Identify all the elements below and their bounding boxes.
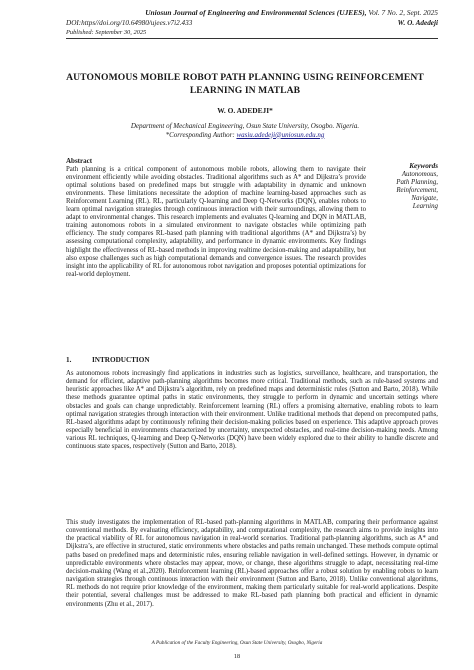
keyword-item: Reinforcement,: [396, 187, 438, 195]
paper-author: W. O. ADEDEJI*: [217, 106, 273, 115]
paper-title: AUTONOMOUS MOBILE ROBOT PATH PLANNING USING REINFORCEMENT LEARNING IN MATLAB: [66, 72, 424, 96]
author-affiliation: [52, 122, 438, 139]
corresponding-author-line: [52, 131, 438, 140]
affiliation-text: Department of Mechanical Engineering, Osun State University, Osogbo. Nigeria.: [130, 122, 360, 130]
doi-link[interactable]: DOI:https//doi.org/10.64980/ujees.v7i2.433: [66, 19, 193, 27]
journal-volume: Vol. 7 No. 2, Sept. 2025: [368, 8, 438, 17]
abstract-text: Path planning is a critical component of autonomous mobile robots, allowing them to navigate their environment efficiently while avoiding obstacles. Traditional algorithms such as A* and Dijkstra’s provide optimal solutions based on predefined maps but struggle with adaptability in dynamic and unknown environments. These limitations necessitate the adoption of machine learning-based approaches such as Reinforcement Learning (RL). RL, particularly Q-learning and Deep Q-Networks (DQN), enables robots to learn optimal navigation strategies through continuous interaction with their surroundings, allowing them to adapt to environmental changes. This research implements and evaluates Q-learning and DQN in MATLAB, training autonomous robots in a simulated environment to navigate obstacles while optimizing path efficiency. The study compares RL-based path planning with traditional algorithms (A* and Dijkstra’s) by assessing computational complexity, adaptability, and performance in dynamic environments. Key findings highlight the effectiveness of RL-based methods in improving realtime decision-making and adaptability, but also expose challenges such as high computational demands and convergence issues. The research provides insight into the applicability of RL for autonomous robot navigation and proposes potential optimizations for real-world deployment.: [66, 166, 366, 278]
keyword-item: Autonomous,: [401, 171, 438, 179]
journal-header: [60, 8, 438, 17]
keyword-item: Learning: [412, 203, 438, 211]
corresponding-label: *Corresponding Author:: [165, 130, 235, 139]
keywords-section: [366, 162, 438, 212]
page-number: 18: [233, 653, 241, 660]
keywords-heading: Keywords: [409, 162, 438, 170]
introduction-heading: [66, 356, 150, 364]
running-author: W. O. Adedeji: [397, 19, 438, 27]
section-title: INTRODUCTION: [92, 356, 150, 364]
journal-name: Uniosun Journal of Engineering and Environmental Sciences (UJEES),: [145, 8, 367, 17]
published-date: Published: September 30, 2025: [66, 29, 147, 36]
keyword-item: Navigate,: [411, 195, 438, 203]
introduction-paragraph-1: As autonomous robots increasingly find applications in industries such as logistics, surveillance, healthcare, and transportation, the demand for efficient, adaptive path-planning algorithms becomes more critical. Traditional methods, such as rule-based systems and heuristic approaches like A* and Dijkstra’s algorithm, rely on predefined maps and deterministic rules (Sutton and Barto, 2018). While these methods guarantee optimal paths in static environments, they struggle to perform in dynamic and uncertain settings where obstacles and goals can change unpredictably. Reinforcement learning (RL) offers a promising alternative, enabling robots to learn optimal navigation strategies through interaction with their environment. Unlike traditional methods that depend on precomputed paths, RL-based algorithms adapt by continuously refining their decision-making policies based on experience. This adaptive approach proves especially beneficial in environments characterized by uncertainty, unexpected obstacles, and real-time decision-making needs. Among various RL techniques, Q-learning and Deep Q-Networks (DQN) have been widely explored due to their ability to handle discrete and continuous state spaces, respectively (Sutton and Barto, 2018).: [66, 370, 438, 451]
section-number: 1.: [66, 356, 72, 364]
page-footer: A Publication of the Faculty Engineering, Osun State University, Osogbo, Nigeria: [151, 640, 323, 646]
corresponding-email-link[interactable]: wasiu.adedeji@uniosun.edu.ng: [236, 130, 325, 139]
introduction-paragraph-2: This study investigates the implementation of RL-based path-planning algorithms in MATLAB, comparing their performance against conventional methods. By evaluating efficiency, adaptability, and computational complexity, the research aims to provide insights into the practical viability of RL for autonomous navigation in real-world scenarios. Traditional path-planning algorithms, such as A* and Dijkstra’s, are effective in structured, static environments where obstacles and paths remain unchanged. These methods compute optimal paths based on predefined maps and deterministic rules, ensuring reliable navigation in well-defined settings. However, in dynamic or unpredictable environments where obstacles may appear, move, or change, these algorithms struggle to adapt, necessitating real-time decision-making (Wang et al.,2020). Reinforcement learning (RL)-based approaches offer a robust solution by enabling robots to learn navigation strategies through continuous interaction with their environment (Sutton and Barto, 2018). Unlike conventional algorithms, RL methods do not require prior knowledge of the environment, making them particularly suitable for real-world applications. Despite their potential, several challenges must be addressed to make RL-based path planning both practical and efficient in dynamic environments (Zhu et al., 2017).: [66, 519, 438, 608]
abstract-section: [66, 157, 366, 279]
header-divider: [66, 38, 438, 39]
abstract-heading: Abstract: [66, 157, 93, 165]
keyword-item: Path Planning,: [396, 179, 438, 187]
